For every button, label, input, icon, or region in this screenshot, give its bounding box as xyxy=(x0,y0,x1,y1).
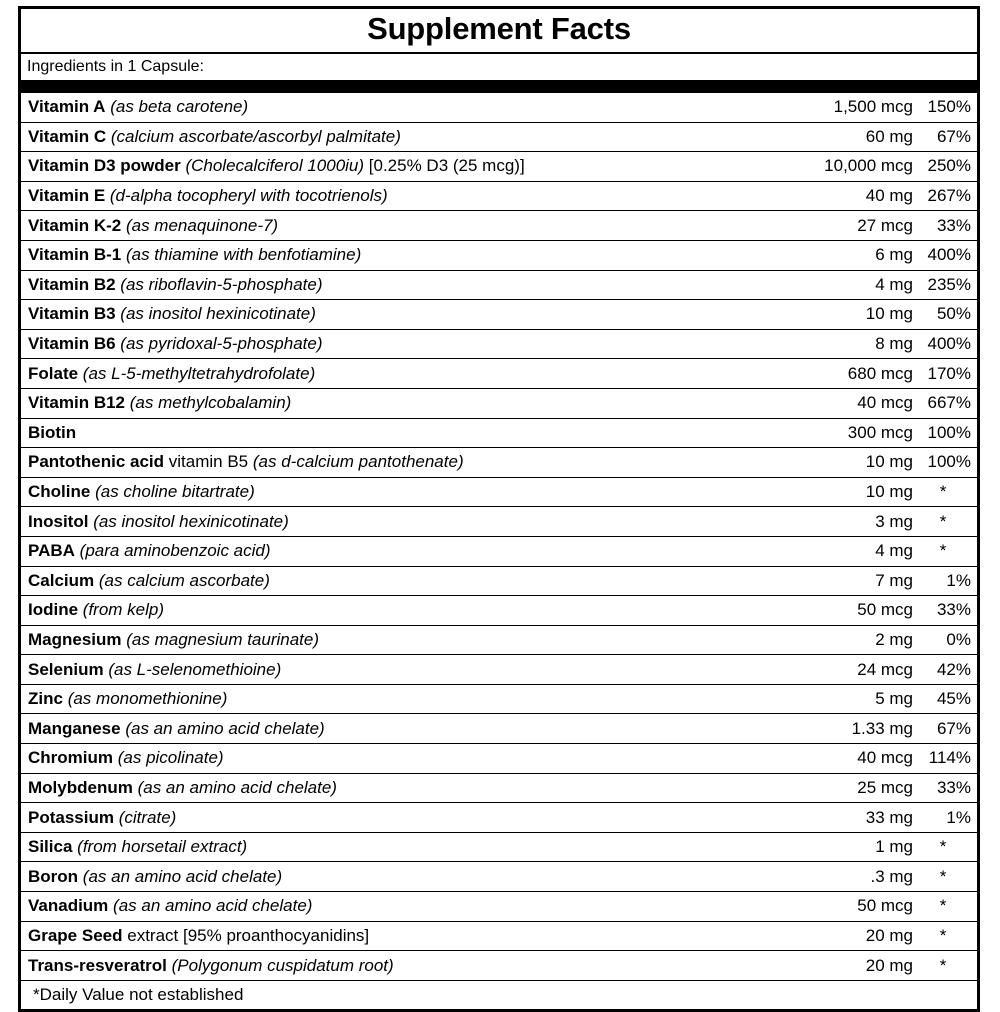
ingredient-source: (as magnesium taurinate) xyxy=(126,629,320,649)
ingredient-name: Zinc xyxy=(28,689,63,709)
ingredient-daily-value-cell xyxy=(919,122,977,152)
ingredient-amount: 5 mg xyxy=(875,689,913,709)
ingredient-amount: 10 mg xyxy=(865,482,913,502)
table-row xyxy=(21,773,977,803)
ingredient-name-cell xyxy=(21,773,801,803)
ingredient-amount-cell xyxy=(801,744,919,774)
ingredient-daily-value: * xyxy=(939,541,947,561)
table-row xyxy=(21,477,977,507)
ingredient-daily-value: * xyxy=(939,866,947,886)
ingredient-name: Vitamin D3 powder xyxy=(28,156,181,176)
ingredient-daily-value-cell xyxy=(919,921,977,951)
ingredient-amount: 27 mcg xyxy=(857,215,913,235)
ingredient-source: (as pyridoxal-5-phosphate) xyxy=(120,334,323,354)
ingredients-table xyxy=(21,93,977,1009)
ingredient-daily-value-cell xyxy=(919,862,977,892)
ingredient-source: (as calcium ascorbate) xyxy=(98,570,270,590)
ingredient-daily-value: * xyxy=(939,837,947,857)
ingredient-name: Boron xyxy=(28,866,79,886)
ingredient-name: Potassium xyxy=(28,807,114,827)
ingredient-daily-value: 42% xyxy=(936,659,971,679)
ingredient-name: Trans-resveratrol xyxy=(28,955,167,975)
ingredient-source: (as L-5-methyltetrahydrofolate) xyxy=(82,363,316,383)
ingredient-extra: [0.25% D3 (25 mcg)] xyxy=(368,156,525,176)
ingredient-amount: 40 mcg xyxy=(857,393,913,413)
ingredient-daily-value: 33% xyxy=(936,215,971,235)
ingredient-daily-value-cell xyxy=(919,951,977,981)
ingredient-amount-cell xyxy=(801,270,919,300)
ingredient-source: (as menaquinone-7) xyxy=(125,215,279,235)
ingredient-amount-cell xyxy=(801,122,919,152)
ingredient-source: (citrate) xyxy=(118,807,177,827)
ingredient-daily-value: * xyxy=(939,955,947,975)
ingredient-daily-value: 235% xyxy=(927,274,971,294)
ingredient-name: Selenium xyxy=(28,659,104,679)
ingredient-daily-value-cell xyxy=(919,625,977,655)
ingredient-daily-value: 150% xyxy=(927,97,971,117)
ingredient-name-cell xyxy=(21,684,801,714)
ingredient-amount-cell xyxy=(801,211,919,241)
ingredient-amount: 2 mg xyxy=(875,629,913,649)
table-row xyxy=(21,892,977,922)
ingredient-amount-cell xyxy=(801,329,919,359)
ingredient-name: Magnesium xyxy=(28,629,122,649)
ingredient-amount: 20 mg xyxy=(865,955,913,975)
ingredient-source: (from horsetail extract) xyxy=(77,837,248,857)
ingredient-amount-cell xyxy=(801,152,919,182)
ingredient-amount-cell xyxy=(801,93,919,122)
ingredient-name: Chromium xyxy=(28,748,113,768)
ingredient-daily-value-cell xyxy=(919,152,977,182)
ingredient-daily-value: * xyxy=(939,925,947,945)
table-row xyxy=(21,93,977,122)
ingredient-daily-value-cell xyxy=(919,655,977,685)
ingredient-daily-value: 250% xyxy=(927,156,971,176)
ingredient-name: Vitamin E xyxy=(28,186,106,206)
table-row xyxy=(21,951,977,981)
ingredient-amount: 25 mcg xyxy=(857,777,913,797)
ingredient-name-cell xyxy=(21,300,801,330)
ingredient-source: (as monomethionine) xyxy=(67,689,228,709)
ingredient-daily-value-cell xyxy=(919,684,977,714)
ingredient-amount: 20 mg xyxy=(865,925,913,945)
ingredient-amount-cell xyxy=(801,803,919,833)
ingredient-name: Calcium xyxy=(28,570,95,590)
ingredient-amount: 3 mg xyxy=(875,511,913,531)
ingredient-daily-value-cell xyxy=(919,596,977,626)
ingredient-amount-cell xyxy=(801,684,919,714)
ingredient-source: (as beta carotene) xyxy=(110,97,249,117)
ingredient-amount-cell xyxy=(801,714,919,744)
ingredient-amount: 10 mg xyxy=(865,304,913,324)
table-row xyxy=(21,744,977,774)
ingredient-amount: 40 mg xyxy=(865,186,913,206)
ingredient-daily-value-cell xyxy=(919,744,977,774)
table-row xyxy=(21,240,977,270)
ingredient-name-cell xyxy=(21,152,801,182)
ingredient-name-cell xyxy=(21,714,801,744)
ingredient-amount-cell xyxy=(801,596,919,626)
ingredient-name: Vitamin C xyxy=(28,126,107,146)
ingredient-daily-value-cell xyxy=(919,240,977,270)
ingredient-amount-cell xyxy=(801,388,919,418)
table-row xyxy=(21,300,977,330)
ingredient-name-cell xyxy=(21,744,801,774)
ingredient-daily-value-cell xyxy=(919,566,977,596)
ingredient-daily-value-cell xyxy=(919,773,977,803)
table-row xyxy=(21,270,977,300)
ingredient-extra: extract [95% proanthocyanidins] xyxy=(127,925,370,945)
ingredient-daily-value-cell xyxy=(919,892,977,922)
ingredient-source: (as L-selenomethioine) xyxy=(108,659,282,679)
ingredient-source: (calcium ascorbate/ascorbyl palmitate) xyxy=(110,126,401,146)
ingredient-name-cell xyxy=(21,862,801,892)
ingredient-amount: 1,500 mcg xyxy=(833,97,913,117)
ingredient-name: Choline xyxy=(28,482,91,502)
ingredient-name-cell xyxy=(21,211,801,241)
ingredient-daily-value-cell xyxy=(919,388,977,418)
ingredient-daily-value: 33% xyxy=(936,777,971,797)
ingredient-name: Folate xyxy=(28,363,79,383)
ingredient-amount: 1.33 mg xyxy=(851,718,913,738)
ingredient-amount-cell xyxy=(801,655,919,685)
ingredient-daily-value-cell xyxy=(919,507,977,537)
page-title: Supplement Facts xyxy=(367,11,631,46)
ingredient-amount-cell xyxy=(801,507,919,537)
ingredient-name: Vitamin A xyxy=(28,97,106,117)
ingredient-amount-cell xyxy=(801,448,919,478)
ingredient-amount-cell xyxy=(801,773,919,803)
ingredient-name-cell xyxy=(21,566,801,596)
ingredient-amount-cell xyxy=(801,921,919,951)
ingredient-name: Manganese xyxy=(28,718,121,738)
ingredient-daily-value-cell xyxy=(919,803,977,833)
ingredient-amount: 10 mg xyxy=(865,452,913,472)
ingredient-amount-cell xyxy=(801,566,919,596)
ingredient-daily-value-cell xyxy=(919,93,977,122)
ingredient-name: Vitamin K-2 xyxy=(28,215,122,235)
ingredient-source: (as thiamine with benfotiamine) xyxy=(125,245,362,265)
ingredient-amount: 1 mg xyxy=(875,837,913,857)
table-row xyxy=(21,181,977,211)
ingredient-amount-cell xyxy=(801,536,919,566)
ingredient-source: (as an amino acid chelate) xyxy=(137,777,337,797)
serving-size-text: Ingredients in 1 Capsule: xyxy=(27,58,204,75)
ingredient-name-cell xyxy=(21,507,801,537)
ingredient-name-cell xyxy=(21,477,801,507)
ingredient-amount-cell xyxy=(801,300,919,330)
ingredient-amount: 6 mg xyxy=(875,245,913,265)
ingredient-daily-value-cell xyxy=(919,832,977,862)
ingredient-daily-value-cell xyxy=(919,536,977,566)
ingredient-source: (from kelp) xyxy=(82,600,165,620)
ingredient-daily-value-cell xyxy=(919,181,977,211)
ingredient-daily-value: 45% xyxy=(936,689,971,709)
ingredient-name: Silica xyxy=(28,837,73,857)
ingredient-amount: 50 mcg xyxy=(857,600,913,620)
ingredient-daily-value-cell xyxy=(919,477,977,507)
ingredient-name: Vanadium xyxy=(28,896,109,916)
table-row xyxy=(21,714,977,744)
ingredient-amount: 50 mcg xyxy=(857,896,913,916)
ingredient-daily-value-cell xyxy=(919,418,977,448)
daily-value-footnote: *Daily Value not established xyxy=(33,985,244,1005)
table-row xyxy=(21,418,977,448)
table-row xyxy=(21,832,977,862)
ingredient-daily-value: 100% xyxy=(927,452,971,472)
ingredient-daily-value: 400% xyxy=(927,245,971,265)
ingredient-amount: 4 mg xyxy=(875,541,913,561)
ingredient-name: Vitamin B12 xyxy=(28,393,126,413)
ingredient-daily-value: 667% xyxy=(927,393,971,413)
ingredient-name-cell xyxy=(21,803,801,833)
table-row xyxy=(21,152,977,182)
ingredient-source: (as d-calcium pantothenate) xyxy=(252,452,464,472)
ingredient-name: PABA xyxy=(28,541,75,561)
table-row xyxy=(21,122,977,152)
ingredient-name-cell xyxy=(21,892,801,922)
table-row xyxy=(21,803,977,833)
ingredient-daily-value-cell xyxy=(919,359,977,389)
table-row xyxy=(21,862,977,892)
ingredient-amount: 8 mg xyxy=(875,334,913,354)
ingredient-name-cell xyxy=(21,625,801,655)
ingredient-daily-value-cell xyxy=(919,211,977,241)
ingredient-daily-value: * xyxy=(939,482,947,502)
ingredient-daily-value: 170% xyxy=(927,363,971,383)
ingredient-source: (as an amino acid chelate) xyxy=(113,896,313,916)
ingredient-amount-cell xyxy=(801,951,919,981)
ingredient-name: Molybdenum xyxy=(28,777,133,797)
ingredient-name-cell xyxy=(21,329,801,359)
ingredient-amount-cell xyxy=(801,892,919,922)
ingredient-name: Vitamin B6 xyxy=(28,334,116,354)
ingredient-daily-value: 50% xyxy=(936,304,971,324)
ingredient-daily-value-cell xyxy=(919,714,977,744)
ingredient-name-cell xyxy=(21,359,801,389)
ingredient-source: (as methylcobalamin) xyxy=(129,393,292,413)
ingredient-daily-value: 67% xyxy=(936,126,971,146)
ingredient-source: (Cholecalciferol 1000iu) xyxy=(185,156,365,176)
ingredient-daily-value: 100% xyxy=(927,422,971,442)
ingredient-source: (as inositol hexinicotinate) xyxy=(120,304,316,324)
ingredient-daily-value-cell xyxy=(919,270,977,300)
ingredient-daily-value: 267% xyxy=(927,186,971,206)
header-divider-band xyxy=(21,82,977,93)
ingredient-name: Vitamin B3 xyxy=(28,304,116,324)
ingredient-daily-value: 0% xyxy=(946,629,971,649)
table-row xyxy=(21,536,977,566)
ingredient-daily-value: 1% xyxy=(946,807,971,827)
ingredient-amount: 24 mcg xyxy=(857,659,913,679)
table-row xyxy=(21,448,977,478)
ingredient-name: Vitamin B2 xyxy=(28,274,116,294)
ingredient-name: Iodine xyxy=(28,600,79,620)
ingredient-source: (as picolinate) xyxy=(117,748,224,768)
ingredient-alt-name: vitamin B5 xyxy=(168,452,249,472)
ingredient-daily-value-cell xyxy=(919,448,977,478)
ingredient-daily-value: * xyxy=(939,511,947,531)
ingredient-daily-value-cell xyxy=(919,329,977,359)
table-row xyxy=(21,566,977,596)
ingredient-amount: 4 mg xyxy=(875,274,913,294)
ingredient-amount-cell xyxy=(801,181,919,211)
ingredient-name-cell xyxy=(21,655,801,685)
serving-size-row xyxy=(21,54,977,82)
ingredient-amount-cell xyxy=(801,477,919,507)
ingredient-source: (as inositol hexinicotinate) xyxy=(93,511,289,531)
ingredient-amount: 60 mg xyxy=(865,126,913,146)
table-row xyxy=(21,625,977,655)
table-row xyxy=(21,388,977,418)
ingredient-amount: 680 mcg xyxy=(847,363,913,383)
ingredient-daily-value: 67% xyxy=(936,718,971,738)
ingredient-name-cell xyxy=(21,921,801,951)
ingredient-amount: 7 mg xyxy=(875,570,913,590)
ingredient-name-cell xyxy=(21,536,801,566)
label-title-row xyxy=(21,9,977,54)
ingredient-name-cell xyxy=(21,122,801,152)
ingredient-name-cell xyxy=(21,388,801,418)
ingredient-amount-cell xyxy=(801,240,919,270)
ingredient-daily-value-cell xyxy=(919,300,977,330)
ingredient-source: (as an amino acid chelate) xyxy=(125,718,325,738)
ingredient-name-cell xyxy=(21,240,801,270)
table-row xyxy=(21,596,977,626)
ingredient-source: (para aminobenzoic acid) xyxy=(79,541,271,561)
supplement-facts-panel xyxy=(18,6,980,1012)
table-row xyxy=(21,329,977,359)
ingredient-name: Pantothenic acid xyxy=(28,452,165,472)
ingredient-daily-value: 114% xyxy=(928,748,971,768)
footnote-cell xyxy=(21,980,977,1009)
ingredient-name-cell xyxy=(21,448,801,478)
ingredient-source: (Polygonum cuspidatum root) xyxy=(171,955,394,975)
ingredient-name-cell xyxy=(21,596,801,626)
table-row xyxy=(21,211,977,241)
ingredient-name-cell xyxy=(21,951,801,981)
ingredient-amount: 40 mcg xyxy=(857,748,913,768)
ingredient-source: (as an amino acid chelate) xyxy=(82,866,283,886)
ingredient-daily-value: 1% xyxy=(946,570,971,590)
ingredient-amount-cell xyxy=(801,832,919,862)
ingredient-name-cell xyxy=(21,832,801,862)
ingredient-name-cell xyxy=(21,270,801,300)
ingredient-amount-cell xyxy=(801,359,919,389)
ingredient-name: Grape Seed xyxy=(28,925,123,945)
table-row xyxy=(21,684,977,714)
ingredient-daily-value: 400% xyxy=(927,334,971,354)
ingredient-name-cell xyxy=(21,418,801,448)
table-row xyxy=(21,359,977,389)
ingredient-daily-value: * xyxy=(939,896,947,916)
ingredient-source: (as choline bitartrate) xyxy=(95,482,255,502)
ingredient-source: (d-alpha tocopheryl with tocotrienols) xyxy=(109,186,388,206)
ingredient-amount: 10,000 mcg xyxy=(824,156,913,176)
table-row xyxy=(21,655,977,685)
ingredient-name: Vitamin B-1 xyxy=(28,245,122,265)
ingredient-name-cell xyxy=(21,93,801,122)
table-row xyxy=(21,507,977,537)
ingredient-amount: 33 mg xyxy=(865,807,913,827)
ingredient-amount-cell xyxy=(801,418,919,448)
table-row xyxy=(21,921,977,951)
ingredient-amount: .3 mg xyxy=(870,866,913,886)
footnote-row xyxy=(21,980,977,1009)
ingredient-amount-cell xyxy=(801,625,919,655)
ingredient-daily-value: 33% xyxy=(936,600,971,620)
ingredient-name: Biotin xyxy=(28,422,77,442)
ingredient-amount: 300 mcg xyxy=(847,422,913,442)
ingredient-amount-cell xyxy=(801,862,919,892)
ingredient-name-cell xyxy=(21,181,801,211)
ingredient-name: Inositol xyxy=(28,511,89,531)
ingredient-source: (as riboflavin-5-phosphate) xyxy=(120,274,323,294)
